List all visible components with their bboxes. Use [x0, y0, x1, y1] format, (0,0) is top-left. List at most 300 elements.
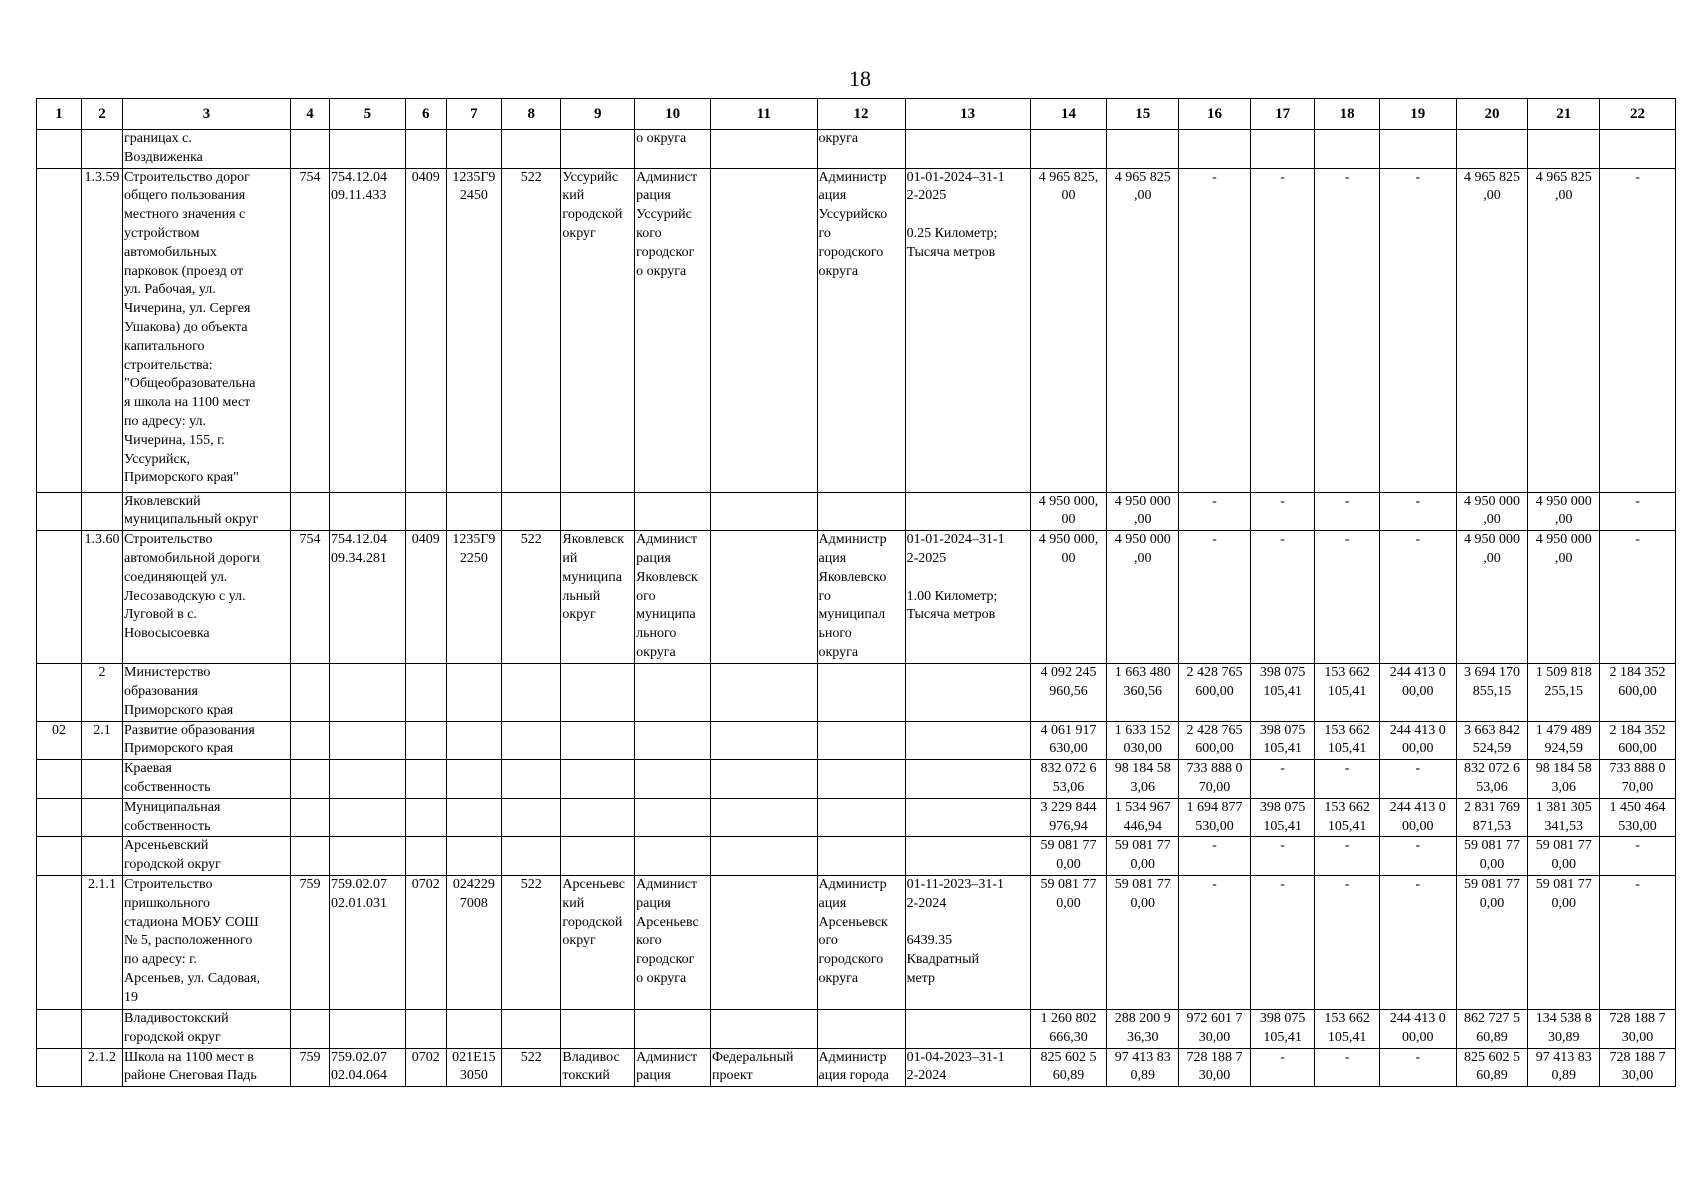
column-header-14: 14 [1030, 99, 1107, 130]
cell-text [83, 837, 121, 856]
cell-col-7 [446, 837, 501, 876]
cell-col-3 [123, 130, 291, 169]
cell-line: устройством [124, 225, 200, 241]
cell-col-14 [1030, 168, 1107, 492]
cell-line: Уссурийск, [124, 451, 191, 467]
cell-line: ,00 [1483, 550, 1501, 566]
cell-col-3 [123, 760, 291, 799]
cell-col-10 [635, 721, 711, 760]
cell-col-2 [82, 130, 123, 169]
cell-line: Арсеньевс [562, 876, 625, 892]
cell-col-19 [1379, 760, 1456, 799]
cell-col-18 [1315, 798, 1380, 837]
cell-col-9 [561, 837, 635, 876]
cell-text: - [1415, 493, 1421, 509]
cell-line: 105,41 [1263, 741, 1302, 757]
cell-col-13 [905, 531, 1030, 664]
cell-text [1601, 130, 1674, 149]
cell-line: 398 075 [1259, 1010, 1306, 1026]
cell-text: - [1344, 532, 1350, 548]
cell-col-22 [1600, 875, 1676, 1009]
cell-line: 855,15 [1472, 683, 1512, 699]
cell-text [503, 664, 559, 683]
cell-text: - [1280, 532, 1285, 548]
cell-col-17 [1250, 798, 1315, 837]
cell-col-4 [291, 531, 330, 664]
cell-col-19 [1379, 492, 1456, 531]
cell-col-6 [405, 875, 446, 1009]
cell-line: 59 081 77 [1040, 838, 1097, 854]
cell-col-19 [1379, 531, 1456, 664]
cell-line: общего пользования [124, 188, 246, 204]
table-row [37, 760, 1676, 799]
cell-line: 3 663 842 [1464, 722, 1521, 738]
cell-col-13 [905, 875, 1030, 1009]
cell-col-15 [1107, 531, 1179, 664]
cell-line: 1 381 305 [1535, 799, 1592, 815]
cell-col-20 [1456, 1048, 1528, 1087]
cell-col-19 [1379, 1048, 1456, 1087]
cell-line: 600,00 [1618, 741, 1657, 757]
cell-text [38, 1049, 80, 1068]
cell-line: Админист [636, 876, 698, 892]
cell-line: муниципа [636, 607, 696, 623]
cell-col-10 [635, 168, 711, 492]
cell-line: проект [711, 1068, 753, 1084]
cell-col-4 [291, 798, 330, 837]
cell-col-11 [710, 531, 817, 664]
cell-line: ,00 [1554, 188, 1573, 204]
cell-line: ,00 [1554, 512, 1573, 528]
cell-col-11 [710, 798, 817, 837]
cell-text: - [1280, 838, 1285, 854]
cell-col-14 [1030, 1048, 1107, 1087]
cell-line: Новосысоевка [124, 626, 210, 642]
cell-col-11 [710, 875, 817, 1009]
cell-line: 530,00 [1195, 818, 1234, 834]
cell-col-21 [1528, 492, 1600, 531]
cell-line: 4 965 825 [1535, 169, 1592, 185]
cell-line: 4 950 000, [1038, 493, 1099, 509]
budget-table [36, 98, 1676, 1087]
cell-line: Строительство [124, 532, 213, 548]
cell-line: ьного [818, 626, 852, 642]
cell-col-5 [329, 798, 405, 837]
cell-text: - [1212, 532, 1217, 548]
cell-text: 754 [299, 532, 321, 548]
cell-col-11 [710, 721, 817, 760]
cell-text: 522 [520, 532, 542, 548]
cell-text [83, 130, 121, 149]
column-header-15: 15 [1107, 99, 1179, 130]
cell-col-13 [905, 664, 1030, 721]
cell-line: по адресу: г. [124, 952, 197, 968]
table-row [37, 837, 1676, 876]
column-header-3: 3 [123, 99, 291, 130]
cell-line: 024229 [452, 876, 495, 892]
cell-text: - [1344, 169, 1350, 185]
cell-col-5 [329, 837, 405, 876]
cell-line: городског [636, 952, 695, 968]
cell-text: 754 [299, 169, 321, 185]
cell-col-21 [1528, 798, 1600, 837]
cell-col-20 [1456, 760, 1528, 799]
cell-line: 728 188 7 [1609, 1049, 1666, 1065]
cell-text: - [1212, 876, 1217, 892]
cell-col-17 [1250, 721, 1315, 760]
cell-text [503, 493, 559, 512]
column-header-16: 16 [1179, 99, 1251, 130]
cell-col-14 [1030, 798, 1107, 837]
cell-col-19 [1379, 664, 1456, 721]
cell-text [503, 837, 559, 856]
cell-col-21 [1528, 130, 1600, 169]
cell-text [292, 799, 328, 818]
cell-text [1180, 130, 1249, 149]
cell-line: 0,00 [1130, 895, 1155, 911]
cell-text [503, 130, 559, 149]
cell-text: - [1212, 169, 1217, 185]
cell-col-20 [1456, 531, 1528, 664]
cell-line: льный [562, 588, 601, 604]
column-header-21: 21 [1528, 99, 1600, 130]
cell-col-9 [561, 798, 635, 837]
cell-line: 153 662 [1324, 1010, 1370, 1026]
cell-col-8 [502, 721, 561, 760]
column-header-12: 12 [817, 99, 905, 130]
cell-col-2 [82, 798, 123, 837]
cell-col-12 [817, 760, 905, 799]
cell-line: муниципальный округ [124, 512, 259, 528]
cell-col-22 [1600, 130, 1676, 169]
cell-col-1 [37, 760, 82, 799]
cell-col-6 [405, 130, 446, 169]
cell-line: 70,00 [1621, 779, 1654, 795]
cell-line: 3,06 [1130, 779, 1155, 795]
cell-col-8 [502, 130, 561, 169]
cell-line: 733 888 0 [1609, 761, 1666, 777]
cell-line: кого [636, 225, 662, 241]
cell-text [292, 722, 328, 741]
column-header-2: 2 [82, 99, 123, 130]
cell-col-7 [446, 492, 501, 531]
cell-line: городской [562, 914, 623, 930]
cell-col-8 [502, 875, 561, 1009]
cell-col-15 [1107, 798, 1179, 837]
cell-col-4 [291, 837, 330, 876]
cell-col-22 [1600, 1009, 1676, 1048]
column-header-5: 5 [329, 99, 405, 130]
cell-text: - [1344, 1049, 1350, 1065]
cell-line: 30,00 [1198, 1029, 1231, 1045]
cell-line: 59 081 77 [1040, 876, 1097, 892]
cell-line: 2450 [459, 188, 488, 204]
cell-col-18 [1315, 721, 1380, 760]
cell-line: Чичерина, ул. Сергея [124, 301, 251, 317]
cell-col-20 [1456, 721, 1528, 760]
table-row [37, 531, 1676, 664]
table-row [37, 130, 1676, 169]
cell-text: 0702 [411, 1049, 440, 1065]
cell-line: 0,89 [1130, 1068, 1155, 1084]
cell-line: 59 081 77 [1114, 838, 1171, 854]
cell-col-21 [1528, 1048, 1600, 1087]
cell-line: 976,94 [1049, 818, 1088, 834]
cell-line: автомобильной дороги [124, 550, 260, 566]
cell-line: ул. Рабочая, ул. [124, 282, 216, 298]
cell-line: Владивостокский [124, 1010, 229, 1026]
cell-text [38, 664, 80, 683]
cell-line: округа [818, 131, 859, 146]
cell-col-16 [1179, 168, 1251, 492]
cell-col-11 [710, 168, 817, 492]
cell-col-20 [1456, 492, 1528, 531]
cell-col-6 [405, 798, 446, 837]
cell-col-8 [502, 664, 561, 721]
table-row [37, 1048, 1676, 1087]
cell-line: 4 965 825, [1038, 169, 1099, 185]
cell-line: 1235Г9 [452, 169, 496, 185]
column-header-6: 6 [405, 99, 446, 130]
cell-col-17 [1250, 531, 1315, 664]
cell-col-9 [561, 1009, 635, 1048]
cell-text [1252, 130, 1314, 149]
cell-line: 3,06 [1551, 779, 1576, 795]
cell-line: 1 663 480 [1114, 665, 1171, 681]
cell-text: 759 [299, 1049, 321, 1065]
cell-col-12 [817, 130, 905, 169]
cell-col-16 [1179, 664, 1251, 721]
cell-col-10 [635, 760, 711, 799]
cell-text: - [1415, 532, 1421, 548]
cell-line: 1.00 Километр; [906, 588, 998, 604]
cell-col-20 [1456, 837, 1528, 876]
cell-line: о округа [636, 970, 687, 986]
cell-col-9 [561, 531, 635, 664]
cell-col-3 [123, 875, 291, 1009]
cell-col-15 [1107, 875, 1179, 1009]
cell-text [83, 799, 121, 818]
cell-text: 0409 [411, 532, 440, 548]
cell-line: 3 694 170 [1464, 665, 1521, 681]
cell-col-2 [82, 1009, 123, 1048]
cell-col-5 [329, 1048, 405, 1087]
cell-line [907, 914, 1029, 933]
cell-col-15 [1107, 1009, 1179, 1048]
cell-line: 00,00 [1402, 683, 1434, 699]
cell-text: - [1344, 761, 1350, 777]
cell-line: 666,30 [1049, 1029, 1088, 1045]
cell-text [407, 664, 445, 683]
cell-line: 600,00 [1195, 683, 1234, 699]
column-header-18: 18 [1315, 99, 1380, 130]
cell-line: 4 950 000 [1114, 493, 1171, 509]
cell-col-20 [1456, 664, 1528, 721]
cell-line: 01-01-2024–31-1 [906, 532, 1005, 548]
cell-col-20 [1456, 1009, 1528, 1048]
cell-line: 244 413 0 [1389, 799, 1446, 815]
cell-line: 825 602 5 [1464, 1049, 1521, 1065]
cell-line: местного значения с [124, 207, 246, 223]
cell-line: 2 428 765 [1186, 665, 1243, 681]
cell-col-4 [291, 168, 330, 492]
cell-col-4 [291, 721, 330, 760]
cell-line: 36,30 [1126, 1029, 1159, 1045]
cell-col-6 [405, 1009, 446, 1048]
cell-col-5 [329, 721, 405, 760]
cell-line: 09.34.281 [330, 550, 387, 566]
cell-line: Админист [636, 169, 698, 185]
cell-line: ,00 [1133, 512, 1152, 528]
cell-col-1 [37, 130, 82, 169]
cell-line: 600,00 [1195, 741, 1234, 757]
cell-col-1 [37, 1048, 82, 1087]
cell-line: Школа на 1100 мест в [124, 1049, 254, 1065]
cell-col-5 [329, 531, 405, 664]
cell-col-17 [1250, 760, 1315, 799]
cell-line: Федеральный [711, 1049, 794, 1065]
cell-col-12 [817, 531, 905, 664]
cell-line: 4 950 000 [1535, 532, 1592, 548]
cell-line: округа [818, 263, 859, 279]
cell-line: 754.12.04 [330, 532, 387, 548]
cell-col-22 [1600, 837, 1676, 876]
cell-line: округ [562, 607, 596, 623]
cell-line: ация города [818, 1068, 889, 1084]
cell-col-16 [1179, 531, 1251, 664]
cell-col-15 [1107, 837, 1179, 876]
cell-col-12 [817, 837, 905, 876]
cell-line: 398 075 [1259, 665, 1306, 681]
cell-col-6 [405, 1048, 446, 1087]
cell-line: ация [818, 895, 847, 911]
cell-text [38, 493, 80, 512]
cell-line: Яковлевско [818, 569, 887, 585]
cell-col-18 [1315, 837, 1380, 876]
cell-line: 1 694 877 [1186, 799, 1243, 815]
cell-col-11 [710, 664, 817, 721]
cell-col-17 [1250, 664, 1315, 721]
cell-text [38, 876, 80, 895]
cell-line: 244 413 0 [1389, 1010, 1446, 1026]
cell-col-8 [502, 798, 561, 837]
cell-col-10 [635, 664, 711, 721]
cell-line: городског [636, 244, 695, 260]
cell-col-12 [817, 1048, 905, 1087]
cell-line: кого [636, 933, 662, 949]
cell-line: 2 184 352 [1609, 665, 1666, 681]
cell-line: Развитие образования [124, 722, 255, 738]
column-header-20: 20 [1456, 99, 1528, 130]
cell-col-5 [329, 130, 405, 169]
cell-line: 105,41 [1327, 741, 1367, 757]
cell-text: - [1415, 169, 1421, 185]
cell-line: 105,41 [1327, 1029, 1367, 1045]
cell-col-14 [1030, 492, 1107, 531]
cell-text: - [1415, 838, 1421, 854]
cell-text: - [1635, 876, 1640, 892]
cell-col-17 [1250, 492, 1315, 531]
cell-line: 2 831 769 [1464, 799, 1521, 815]
cell-text: 1.3.59 [84, 169, 120, 185]
cell-col-8 [502, 760, 561, 799]
cell-col-18 [1315, 1048, 1380, 1087]
cell-text [503, 799, 559, 818]
cell-col-13 [905, 837, 1030, 876]
cell-line: 0,00 [1479, 895, 1505, 911]
table-row [37, 875, 1676, 1009]
cell-col-22 [1600, 760, 1676, 799]
cell-col-4 [291, 1048, 330, 1087]
cell-line: стадиона МОБУ СОШ [124, 914, 259, 930]
cell-col-11 [710, 130, 817, 169]
cell-line: о округа [636, 131, 687, 146]
column-header-1: 1 [37, 99, 82, 130]
cell-line [907, 569, 1029, 588]
cell-col-2 [82, 760, 123, 799]
cell-col-7 [446, 531, 501, 664]
cell-col-19 [1379, 721, 1456, 760]
cell-line: 4 965 825 [1114, 169, 1171, 185]
cell-text [292, 1010, 328, 1029]
cell-col-18 [1315, 875, 1380, 1009]
cell-col-3 [123, 168, 291, 492]
column-header-22: 22 [1600, 99, 1676, 130]
cell-col-5 [329, 168, 405, 492]
cell-line: 0.25 Километр; [906, 225, 998, 241]
cell-col-4 [291, 875, 330, 1009]
cell-line: 30,00 [1621, 1068, 1654, 1084]
cell-line: 1 534 967 [1114, 799, 1171, 815]
cell-line: 759.02.07 [330, 1049, 387, 1065]
cell-line: рация [636, 895, 671, 911]
cell-col-16 [1179, 837, 1251, 876]
cell-col-16 [1179, 721, 1251, 760]
cell-line: 30,00 [1198, 1068, 1231, 1084]
cell-text [292, 837, 328, 856]
cell-col-6 [405, 531, 446, 664]
cell-line: 105,41 [1327, 683, 1367, 699]
cell-line: 105,41 [1263, 1029, 1302, 1045]
cell-text: 2.1.1 [88, 876, 117, 892]
cell-line: 0,00 [1551, 895, 1576, 911]
cell-col-11 [710, 492, 817, 531]
cell-line: ,00 [1133, 188, 1152, 204]
cell-col-10 [635, 1048, 711, 1087]
cell-line: 00,00 [1402, 741, 1434, 757]
cell-line: Тысяча метров [906, 607, 996, 623]
cell-line: 00,00 [1402, 1029, 1434, 1045]
cell-col-9 [561, 721, 635, 760]
cell-line: 862 727 5 [1464, 1010, 1521, 1026]
cell-col-7 [446, 875, 501, 1009]
cell-line: 0,00 [1130, 857, 1155, 873]
cell-line: 960,56 [1049, 683, 1088, 699]
cell-line: округа [818, 644, 859, 660]
cell-text [503, 722, 559, 741]
cell-text: 522 [520, 1049, 542, 1065]
cell-col-8 [502, 1048, 561, 1087]
cell-col-14 [1030, 664, 1107, 721]
cell-col-22 [1600, 168, 1676, 492]
cell-col-21 [1528, 760, 1600, 799]
cell-col-22 [1600, 1048, 1676, 1087]
cell-col-12 [817, 875, 905, 1009]
cell-line: "Общеобразовательна [124, 376, 256, 392]
cell-line: городской [562, 207, 623, 223]
cell-line: 53,06 [1052, 779, 1085, 795]
cell-line: 0,00 [1056, 895, 1081, 911]
